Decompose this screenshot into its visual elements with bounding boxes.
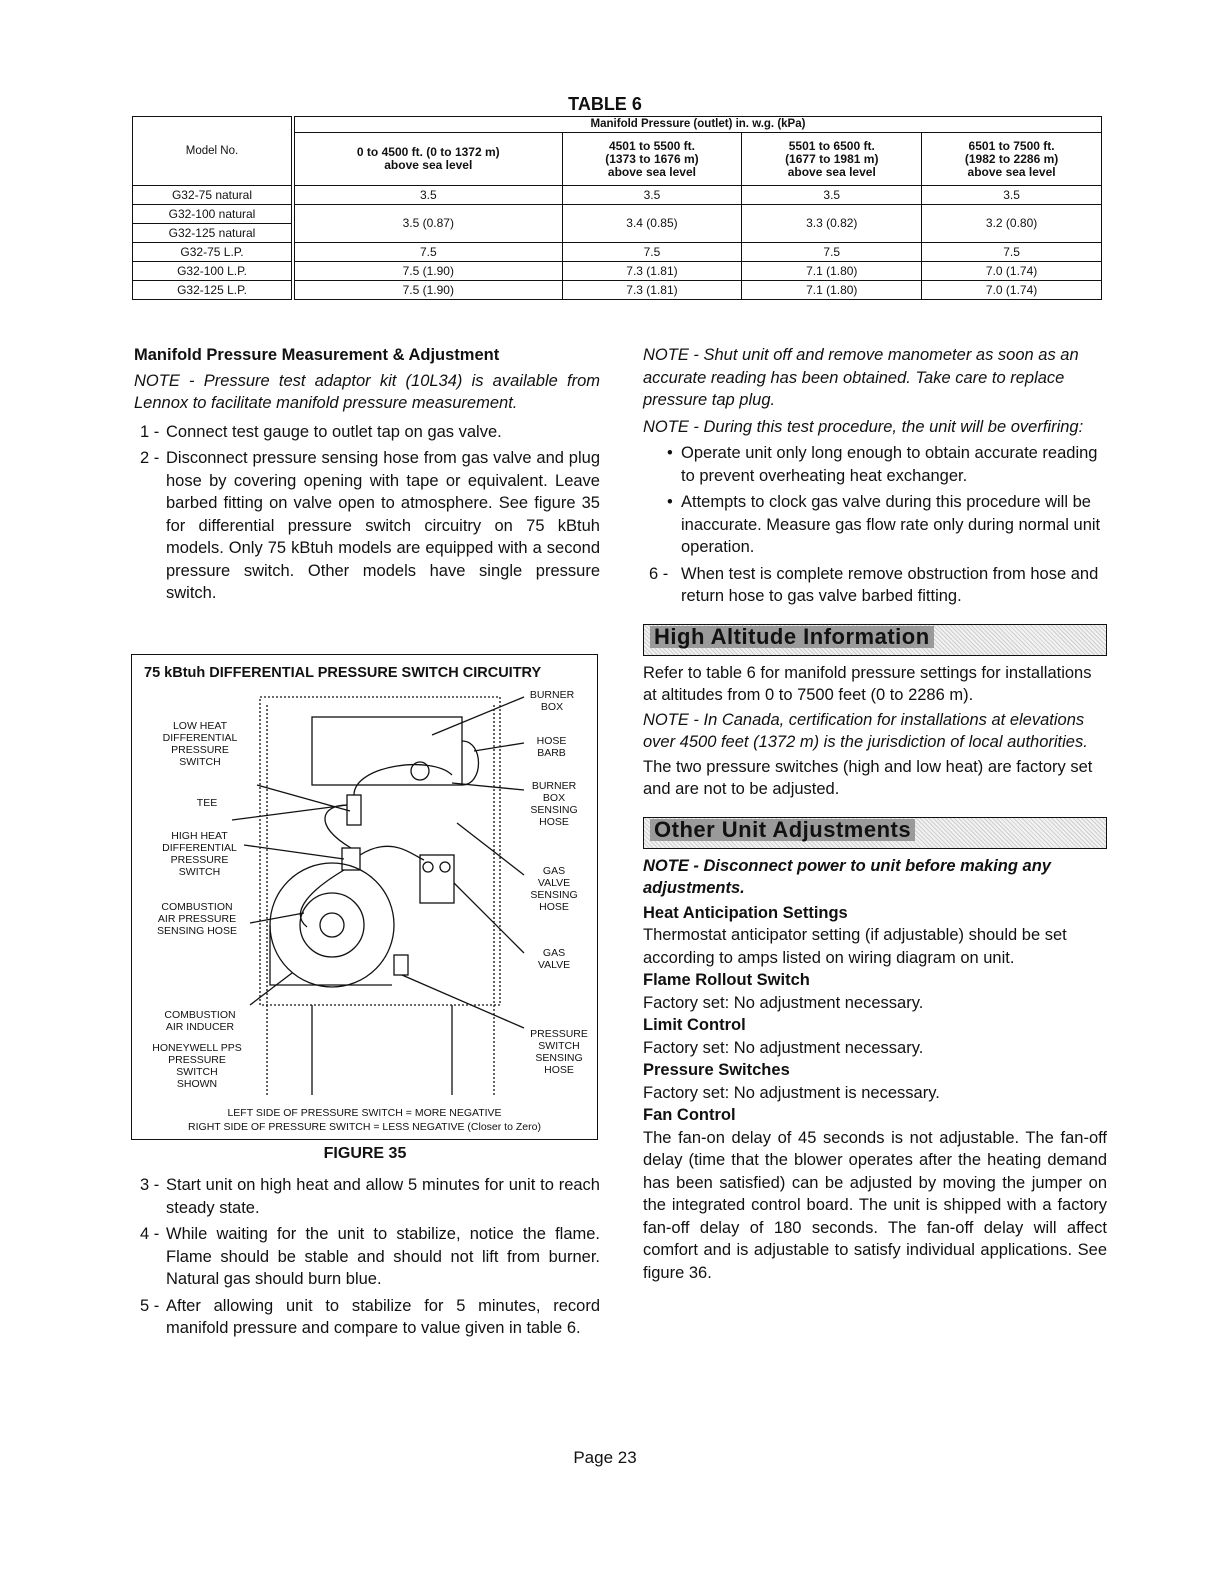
leader-line	[402, 975, 524, 1028]
model-cell: G32-125 L.P.	[133, 281, 294, 300]
alt-header: 5501 to 6500 ft. (1677 to 1981 m) above sea level	[742, 133, 922, 186]
subheading: Pressure Switches	[643, 1061, 790, 1079]
section-heading: Manifold Pressure Measurement & Adjustment	[134, 346, 500, 364]
label-air-inducer: COMBUSTION AIR INDUCER	[164, 1009, 236, 1033]
step-item	[134, 421, 600, 444]
note-text: NOTE - Disconnect power to unit before making any adjustments.	[643, 856, 1051, 897]
pressure-switch-shape	[394, 955, 408, 975]
label-gas-valve-hose: GAS VALVE SENSING HOSE	[530, 865, 578, 913]
model-cell: G32-100 L.P.	[133, 262, 294, 281]
bullet-dot: •	[667, 444, 673, 462]
body-text: Factory set: No adjustment is necessary.	[643, 1083, 940, 1102]
step-number: 3 -	[140, 1176, 160, 1194]
bullet-text: Operate unit only long enough to obtain accurate reading to prevent overheating heat exchanger.	[681, 444, 1098, 485]
value-cell: 7.0 (1.74)	[922, 262, 1102, 281]
step-text: When test is complete remove obstruction from hose and return hose to gas valve barbed fitting.	[681, 564, 1099, 605]
model-cell: G32-125 natural	[133, 224, 294, 243]
body-text: Factory set: No adjustment necessary.	[643, 993, 924, 1012]
note-text: NOTE - During this test procedure, the unit will be overfiring:	[643, 417, 1084, 436]
bullet-dot: •	[667, 493, 673, 511]
model-header: Model No.	[133, 117, 294, 186]
value-cell: 7.5	[922, 243, 1102, 262]
model-cell: G32-75 natural	[133, 186, 294, 205]
value-cell: 3.3 (0.82)	[742, 205, 922, 243]
step-text: After allowing unit to stabilize for 5 minutes, record manifold pressure and compare to value given in table 6.	[166, 1296, 600, 1337]
value-cell: 3.5	[562, 186, 742, 205]
body-text: Refer to table 6 for manifold pressure settings for installations at altitudes from 0 to 7500 feet (0 to 2286 m).	[643, 663, 1092, 704]
label-hose-barb: HOSE BARB	[536, 735, 567, 759]
table-row	[133, 205, 1102, 224]
leader-line	[452, 783, 524, 790]
cabinet-outline	[260, 697, 500, 1005]
gas-valve-port	[440, 862, 450, 872]
left-column-bottom	[134, 1174, 600, 1340]
burner-box-sensing-hose	[354, 765, 452, 795]
body-text: The fan-on delay of 45 seconds is not adjustable. The fan-off delay (time that the blower operates after the heating demand has been satisfied) can be adjusted by moving the jumper on the integrated control board. The unit is shipped with a factory fan-off delay of 180 seconds. The fan-off delay will affect comfort and is adjustable to satisfy individual applications. See figure 36.	[643, 1128, 1107, 1282]
value-cell: 7.5 (1.90)	[293, 262, 562, 281]
label-pressure-switch-hose: PRESSURE SWITCH SENSING HOSE	[530, 1028, 588, 1076]
value-cell: 3.5	[922, 186, 1102, 205]
figure-title: 75 kBtuh DIFFERENTIAL PRESSURE SWITCH CIRCUITRY	[144, 665, 542, 681]
label-low-heat-switch: LOW HEAT DIFFERENTIAL PRESSURE SWITCH	[162, 720, 238, 768]
value-cell: 7.1 (1.80)	[742, 262, 922, 281]
left-column-top	[134, 344, 600, 605]
value-cell: 7.0 (1.74)	[922, 281, 1102, 300]
page-number: Page 23	[573, 1448, 637, 1467]
value-cell: 7.5	[742, 243, 922, 262]
hose-barb-loop	[462, 741, 479, 785]
label-honeywell: HONEYWELL PPS PRESSURE SWITCH SHOWN	[152, 1042, 242, 1090]
note-text: NOTE - Shut unit off and remove manometer as soon as an accurate reading has been obtained. Take care to replace pressure tap plug.	[643, 346, 1079, 409]
bullet-text: Attempts to clock gas valve during this procedure will be inaccurate. Measure gas flow rate only during normal unit operation.	[681, 493, 1101, 556]
step-text: Start unit on high heat and allow 5 minutes for unit to reach steady state.	[166, 1176, 600, 1217]
bullet-item	[643, 491, 1107, 559]
figure-caption: FIGURE 35	[323, 1145, 407, 1162]
low-heat-switch-shape	[347, 795, 361, 825]
gas-valve-port	[423, 862, 433, 872]
value-cell: 7.1 (1.80)	[742, 281, 922, 300]
inducer-hub	[320, 913, 344, 937]
high-altitude-banner	[643, 624, 1107, 656]
step-number: 4 -	[140, 1225, 160, 1243]
alt-header: 4501 to 5500 ft. (1373 to 1676 m) above sea level	[562, 133, 742, 186]
step-number: 6 -	[649, 564, 669, 583]
body-text: Factory set: No adjustment necessary.	[643, 1038, 924, 1057]
leader-line	[232, 805, 347, 820]
subheading: Flame Rollout Switch	[643, 971, 810, 989]
table-row	[133, 262, 1102, 281]
body-text: Thermostat anticipator setting (if adjustable) should be set according to amps listed on wiring diagram on unit.	[643, 926, 1067, 967]
right-column	[643, 344, 1107, 1284]
label-high-heat-switch: HIGH HEAT DIFFERENTIAL PRESSURE SWITCH	[162, 830, 237, 878]
value-cell: 3.4 (0.85)	[562, 205, 742, 243]
value-cell: 7.5	[293, 243, 562, 262]
label-air-pressure-hose: COMBUSTION AIR PRESSURE SENSING HOSE	[157, 901, 237, 937]
leader-line	[457, 823, 524, 875]
note-text: NOTE - Pressure test adaptor kit (10L34) is available from Lennox to facilitate manifold pressure measurement.	[134, 371, 600, 412]
banner-title: High Altitude Information	[650, 626, 934, 649]
bullet-item	[643, 442, 1107, 487]
leader-line	[244, 845, 344, 859]
table-row	[133, 281, 1102, 300]
table-row	[133, 243, 1102, 262]
burner-box-shape	[312, 717, 462, 785]
step-number: 1 -	[140, 422, 160, 441]
step-text: While waiting for the unit to stabilize, notice the flame. Flame should be stable and should not lift from burner. Natural gas should burn blue.	[166, 1225, 600, 1288]
step-item	[134, 447, 600, 605]
manifold-pressure-table	[132, 116, 1102, 300]
figure-footer-1: LEFT SIDE OF PRESSURE SWITCH = MORE NEGATIVE	[227, 1107, 502, 1119]
step-number: 5 -	[140, 1296, 160, 1315]
table-title: TABLE 6	[568, 94, 642, 114]
alt-header: 6501 to 7500 ft. (1982 to 2286 m) above sea level	[922, 133, 1102, 186]
inducer-wheel	[300, 893, 364, 957]
group-header: Manifold Pressure (outlet) in. w.g. (kPa)	[293, 117, 1102, 133]
leader-line	[250, 973, 292, 1005]
value-cell: 3.5	[742, 186, 922, 205]
leader-line	[454, 883, 524, 953]
body-text: The two pressure switches (high and low heat) are factory set and are not to be adjusted.	[643, 757, 1093, 798]
label-burner-box: BURNER BOX	[529, 689, 575, 713]
value-cell: 3.5 (0.87)	[293, 205, 562, 243]
subheading: Limit Control	[643, 1016, 746, 1034]
value-cell: 3.2 (0.80)	[922, 205, 1102, 243]
gas-valve-sensing-hose	[360, 846, 424, 860]
other-adjustments-banner	[643, 817, 1107, 849]
value-cell: 7.5 (1.90)	[293, 281, 562, 300]
value-cell: 7.3 (1.81)	[562, 262, 742, 281]
figure-35	[131, 654, 598, 1140]
step-item	[134, 1295, 600, 1340]
model-cell: G32-100 natural	[133, 205, 294, 224]
leader-line	[474, 743, 524, 751]
step-text: Connect test gauge to outlet tap on gas valve.	[166, 422, 502, 441]
label-burner-box-hose: BURNER BOX SENSING HOSE	[530, 780, 578, 828]
subheading: Heat Anticipation Settings	[643, 903, 848, 922]
value-cell: 3.5	[293, 186, 562, 205]
step-item	[134, 1174, 600, 1219]
step-item	[643, 563, 1107, 608]
step-text: Disconnect pressure sensing hose from gas valve and plug hose by covering opening with tape or equivalent. Leave barbed fitting on valve open to atmosphere. See figure 35 for differential pressure switch circuitry on 75 kBtuh models. Only 75 kBtuh models are equipped with a second pressure switch. Other models have single pressure switch.	[166, 449, 600, 602]
step-item	[134, 1223, 600, 1291]
leader-line	[257, 785, 350, 811]
model-cell: G32-75 L.P.	[133, 243, 294, 262]
high-heat-switch-shape	[342, 848, 360, 870]
banner-title: Other Unit Adjustments	[650, 819, 915, 842]
leader-line	[250, 913, 304, 923]
subheading: Fan Control	[643, 1106, 736, 1124]
label-gas-valve: GAS VALVE	[537, 947, 571, 971]
step-number: 2 -	[140, 449, 160, 467]
value-cell: 7.5	[562, 243, 742, 262]
value-cell: 7.3 (1.81)	[562, 281, 742, 300]
note-text: NOTE - In Canada, certification for installations at elevations over 4500 feet (1372 m) is the jurisdiction of local authorities.	[643, 710, 1088, 751]
inducer-housing	[270, 863, 394, 987]
alt-header: 0 to 4500 ft. (0 to 1372 m) above sea level	[293, 133, 562, 186]
table-row	[133, 186, 1102, 205]
figure-footer-2: RIGHT SIDE OF PRESSURE SWITCH = LESS NEGATIVE (Closer to Zero)	[188, 1121, 541, 1133]
label-tee: TEE	[196, 797, 218, 809]
leader-line	[432, 697, 524, 735]
